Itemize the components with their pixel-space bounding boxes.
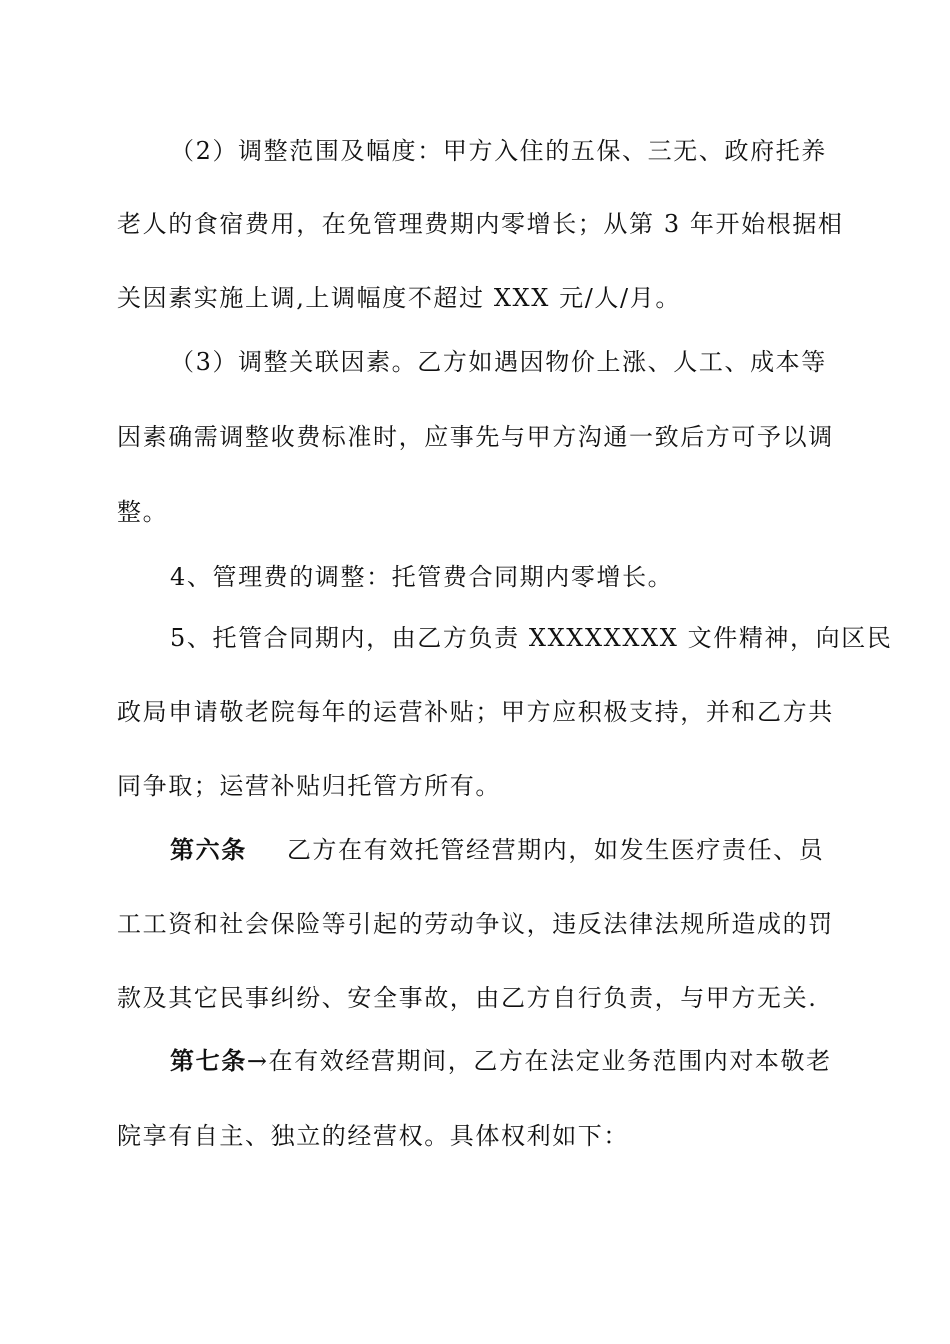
art6-text: 乙方在有效托管经营期内，如发生医疗责任、员: [286, 836, 825, 864]
p2-line-3: 整。: [117, 498, 169, 526]
p4-line-2: 政局申请敬老院每年的运营补贴；甲方应积极支持，并和乙方共: [117, 698, 834, 726]
art6-line-1: [170, 835, 824, 865]
art6-line-3: 款及其它民事纠纷、安全事故，由乙方自行负责，与甲方无关.: [117, 984, 818, 1012]
p1-line-2: 老人的食宿费用，在免管理费期内零增长；从第 3 年开始根据相: [117, 210, 844, 238]
p1-line-1: （2）调整范围及幅度：甲方入住的五保、三无、政府托养: [170, 137, 827, 165]
p2-line-1: （3）调整关联因素。乙方如遇因物价上涨、人工、成本等: [170, 348, 827, 376]
art7-heading: 第七条: [170, 1046, 247, 1075]
art6-line-2: 工工资和社会保险等引起的劳动争议，违反法律法规所造成的罚: [117, 910, 834, 938]
p4-line-3: 同争取；运营补贴归托管方所有。: [117, 772, 501, 800]
p2-line-2: 因素确需调整收费标准时，应事先与甲方沟通一致后方可予以调: [117, 423, 834, 451]
art7-line-2: 院享有自主、独立的经营权。具体权利如下：: [117, 1122, 629, 1150]
art6-heading: 第六条: [170, 835, 247, 864]
p1-line-3: 关因素实施上调,上调幅度不超过 XXX 元/人/月。: [117, 284, 681, 312]
art7-text: 在有效经营期间，乙方在法定业务范围内对本敬老: [268, 1047, 832, 1075]
art7-line-1: [170, 1046, 832, 1076]
p3-line-1: 4、管理费的调整：托管费合同期内零增长。: [170, 563, 674, 591]
p4-line-1: 5、托管合同期内，由乙方负责 XXXXXXXX 文件精神，向区民: [170, 624, 893, 652]
tab-arrow-icon: →: [246, 1047, 269, 1075]
